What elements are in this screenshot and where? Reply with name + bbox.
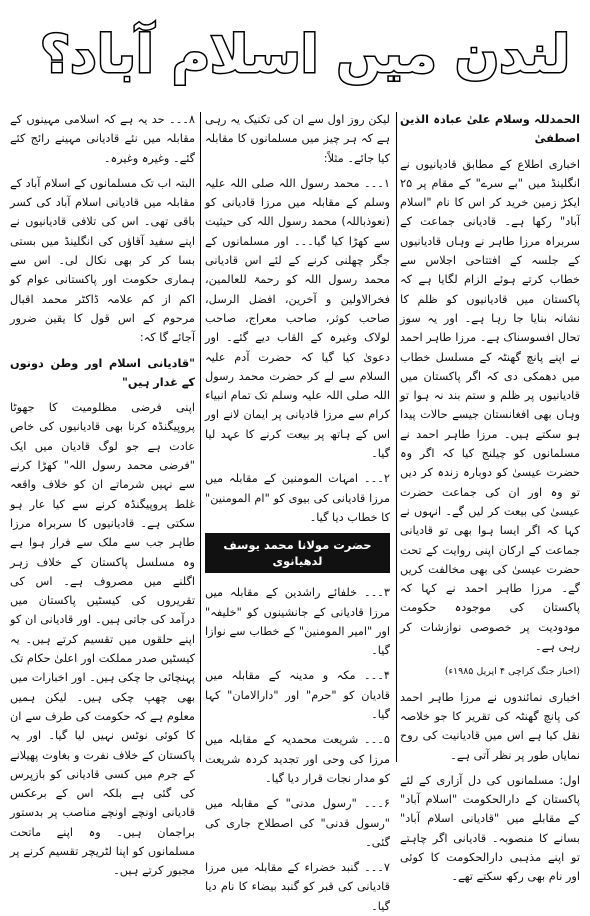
author-byline: حضرت مولانا محمد یوسف لدھیانوی — [205, 533, 390, 573]
paragraph: لیکن روز اول سے ان کی تکنیک یہ رہی ہے کہ ہر چیز میں مسلمانوں کا مقابلہ کیا جائے۔ مثلاً: — [205, 113, 390, 165]
list-item: ۵۔۔۔ شریعت محمدیہ کے مقابلہ میں مرزا کی وحی اور تجدید کردہ شریعت کو مدار نجات قرار دیا گیا۔ — [205, 733, 390, 785]
paragraph: اخباری اطلاع کے مطابق قادیانیوں نے انگلینڈ میں "بے سرے" کے مقام پر ۲۵ ایکڑ زمین خرید کر اس کا نام "اسلام آباد" رکھا ہے۔ قادیانی جماعت کے سربراہ مرزا طاہر نے وہاں قادیانیوں کے جلسہ کے افتتاحی اجلاس سے خطاب کرتے ہوئے الزام لگایا ہے کہ پاکستان میں قادیانیوں کو ظلم کا نشانہ بنایا جا رہا ہے۔ اور یہ سوز تحال افسوسناک ہے۔ مرزا طاہر احمد نے اپنے پانچ گھنٹہ کے مسلسل خطاب میں دھمکی دی کہ اگر پاکستان میں قادیانیوں پر ظلم و ستم بند نہ ہوا تو وہاں بھی افغانستان جیسے حالات پیدا ہو سکتے ہیں۔ مرزا طاہر احمد نے مسلمانوں کو چیلنج کیا کہ اگر وہ حضرت عیسیٰ کو دوبارہ زندہ کر دیں تو وہ اور ان کی جماعت حضرت عیسیٰ کی بیعت کر لیں گے۔ انہوں نے کہا کہ اگر ایسا ہوا بھی تو قادیانی جماعت کے ارکان اپنی روایت کے تحت حضرت عیسیٰ کی بھی مخالفت کریں گے۔ مرزا طاہر احمد نے کہا کہ پاکستان کی موجودہ حکومت مودودیت پر خصوصی نوازشات کر رہی ہے۔ — [400, 157, 580, 654]
list-item: ۲۔۔۔ امہات المومنین کے مقابلہ میں مرزا قادیانی کی بیوی کو "ام المومنین" کا خطاب دیا گیا۔ — [205, 472, 390, 524]
list-item: ۸۔۔۔ حد یہ ہے کہ اسلامی مہینوں کے مقابلہ میں نئے قادیانی مہینے رائج کئے گئے۔ وغیرہ وغیرہ۔ — [10, 113, 195, 165]
list-item: ۱۔۔۔ محمد رسول اللہ صلی اللہ علیہ وسلم کے مقابلہ میں مرزا قادیانی کو (نعوذباللہ) محمد رسول اللہ کی حیثیت سے کھڑا کیا گیا۔۔۔ اور مسلمانوں کے جگر چھلنی کرنے کے لئے اس قادیانی محمد رسول اللہ کو رحمۃ للعالمین، فخرالاولین و آخرین، افضل الرسل، صاحب کوثر، صاحب معراج، صاحب لولاک وغیرہ کے القاب دیے گئے۔ اور دعویٰ کیا گیا کہ حضرت آدم علیہ السلام سے لے کر حضرت محمد رسول اللہ صلی اللہ علیہ وسلم تک تمام انبیاء کرام سے مرزا قادیانی پر ایمان لانے اور اس کے ہاتھ پر بیعت کرنے کا عہد لیا گیا۔ — [205, 176, 390, 461]
headline — [40, 6, 570, 98]
column-divider — [396, 112, 397, 762]
column-divider — [200, 112, 201, 762]
list-item: ۷۔۔۔ گنبد خضراء کے مقابلہ میں مرزا قادیانی کی قبر کو گنبد بیضاء کا نام دیا گیا۔ — [205, 861, 390, 913]
paragraph: اپنی فرضی مظلومیت کا جھوٹا پروپیگنڈہ کرنا بھی قادیانیوں کی خاص عادت ہے جو لوگ قادیان میں ایک "فرضی محمد رسول اللہ" کھڑا کرنے سے نہیں شرماتے ان کو خلاف واقعہ غلط پروپیگنڈہ کرنے سے کیا عار ہو سکتی ہے۔ قادیانیوں کا سربراہ مرزا طاہر جب سے ملک سے فرار ہوا ہے وہ مسلسل پاکستان کے خلاف زہر اگلنے میں مصروف ہے۔ اس کی تقریروں کی کیسٹیں پاکستان میں درآمد کی جاتی ہیں۔ اور قادیانی ان کو اپنے حلقوں میں تقسیم کرتے ہیں۔ یہ کیسٹیں صدر مملکت اور اعلیٰ حکام تک پہنچائی جا چکی ہیں۔ اور اخبارات میں بھی چھپ چکی ہیں۔ لیکن ہمیں معلوم ہے کہ حکومت کی طرف سے ان کا کوئی نوٹس نہیں لیا گیا۔ اور یہ پاکستان کے خلاف نفرت و بغاوت پھیلانے کے جرم میں کسی قادیانی کو بازپرس کی گئی ہے بلکہ اس کے برعکس قادیانی اونچے اونچے مناصب پر بدستور براجمان ہیں۔ وہ اپنے ماتحت مسلمانوں کو اپنا لٹریچر تقسیم کرنے پر مجبور کرتے ہیں۔ — [10, 401, 195, 878]
paragraph: اول: مسلمانوں کی دل آزاری کے لئے پاکستان کے دارالحکومت "اسلام آباد" کے مقابلے میں "قادیانی اسلام آباد" بسانے کا منصوبہ۔ قادیانی اگر چاہتے تو اپنے مذہبی دارالحکومت کا کوئی اور نام بھی رکھ سکتے تھے۔ — [400, 773, 580, 884]
headline-calligraphy — [40, 6, 570, 98]
column-left — [10, 110, 195, 878]
column-middle — [205, 110, 390, 913]
headline-text: لندن میں اسلام آباد؟ — [40, 25, 570, 85]
paragraph: البتہ اب تک مسلمانوں کے اسلام آباد کے مقابلہ میں قادیانی اسلام آباد کی کسر باقی تھی۔ اس کی تلافی قادیانیوں نے اپنے سفید آقاؤں کی انگلینڈ میں بستی بسا کر کر بھی نکال لی۔ اس سے ہماری حکومت اور پاکستانی عوام کو اکم از کم علامہ ڈاکٹر محمد اقبال مرحوم کے اس قول کا یقین ضرور آجائے گا کہ: — [10, 176, 195, 345]
quote: "قادیانی اسلام اور وطن دونوں کے غدار ہیں" — [10, 356, 195, 389]
list-item: ۴۔۔۔ مکہ و مدینہ کے مقابلہ میں قادیان کو "حرم" اور "دارالامان" کہا گیا۔ — [205, 669, 390, 722]
list-item: ۶۔۔۔ "رسول مدنی" کے مقابلہ میں "رسول قدنی" کی اصطلاح جاری کی گئی۔ — [205, 797, 390, 849]
list-item: ۳۔۔۔ خلفائے راشدین کے مقابلہ میں مرزا قادیانی کے جانشینوں کو "خلیفہ" اور "امیر المومنین" کے خطاب سے نوازا گیا۔ — [205, 586, 390, 658]
source-citation: (اخبار جنگ کراچی ۴ اپریل ۱۹۸۵ء) — [444, 666, 580, 678]
column-right — [400, 110, 580, 884]
opening-line: الحمدللہ وسلام علیٰ عبادہ الذین اصطفیٰ — [400, 113, 580, 146]
paragraph: اخباری نمائندوں نے مرزا طاہر احمد کی پانچ گھنٹہ کی تقریر کا جو خلاصہ نقل کیا ہے اس میں قادیانیت کی روح نمایاں طور پر نظر آتی ہے۔ — [400, 690, 580, 762]
